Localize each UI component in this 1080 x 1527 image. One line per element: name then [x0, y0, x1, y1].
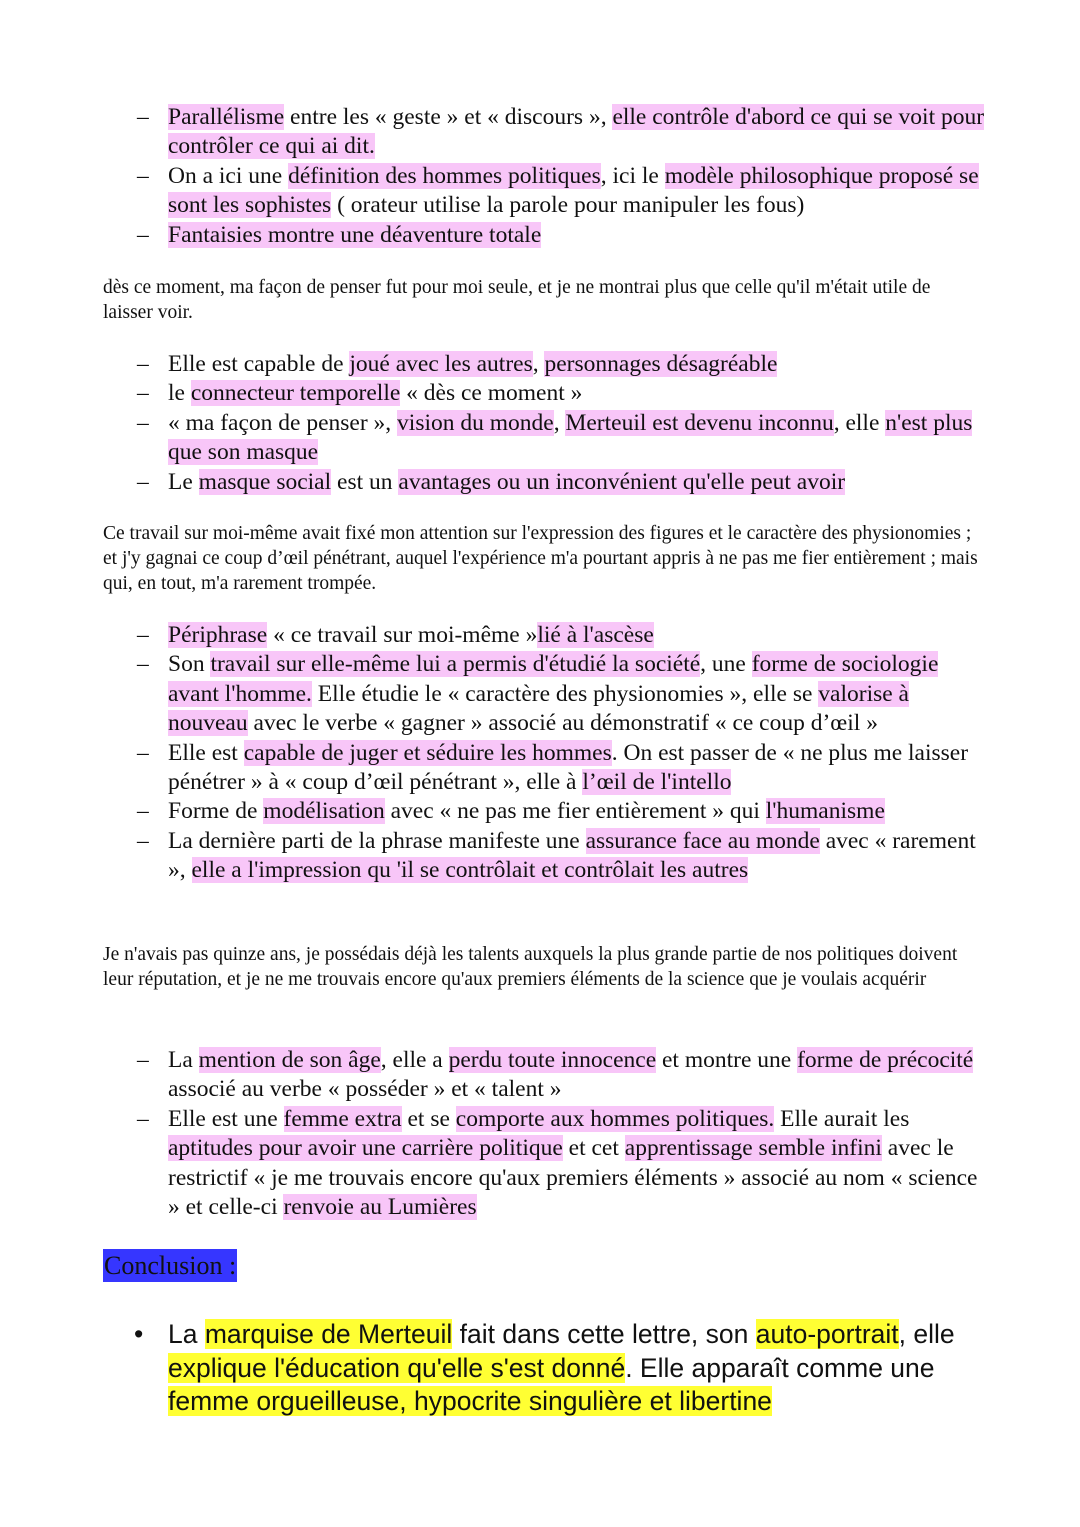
highlighted-text: masque social: [198, 468, 332, 495]
highlighted-text: elle a l'impression qu 'il se contrôlait et contrôlait les autres: [191, 857, 749, 884]
highlighted-text: l'ascèse: [583, 622, 654, 648]
text-segment: entre les « geste » et « discours »,: [284, 104, 613, 130]
text-segment: ,: [553, 409, 566, 436]
text-segment: Elle est une: [168, 1105, 284, 1132]
text-segment: Forme de: [168, 798, 264, 825]
list-item: [0, 350, 988, 379]
quote-excerpt-2: Ce travail sur moi-même avait fixé mon attention sur l'expression des figures et le caractère des physionomies ; et j'y gagnai ce coup d’œil pénétrant, auquel l'expérience m'a pourtant appris à ne pas me fier entièrement ; mais qui, en tout, m'a rarement trompée.: [103, 523, 978, 594]
text-segment: , elle: [898, 1319, 955, 1349]
list-item: [0, 468, 988, 497]
text-segment: Le: [168, 468, 199, 495]
text-segment: est un: [331, 468, 399, 495]
text-segment: . On est passer de « ne plus me laisser pénétrer » à « coup d’œil pénétrant », elle à: [168, 739, 969, 796]
text-segment: « dès ce moment »: [400, 380, 583, 407]
conclusion-list: [0, 1318, 978, 1419]
highlighted-text: forme de sociologie avant l'homme.: [168, 651, 939, 707]
highlighted-text: explique l'éducation qu'elle s'est donné: [168, 1352, 626, 1383]
text-segment: fait dans cette lettre, son: [452, 1319, 756, 1349]
highlighted-text: n'est plus que son masque: [168, 409, 973, 466]
text-segment: La: [168, 1047, 199, 1073]
list-item: [0, 221, 988, 250]
text-segment: Son: [168, 651, 211, 678]
highlighted-text: apprentissage semble infini: [624, 1135, 882, 1162]
highlighted-text: auto-portrait: [755, 1319, 899, 1349]
highlighted-text: perdu toute innocence: [448, 1047, 657, 1073]
conclusion-heading: Conclusion :: [104, 1251, 237, 1280]
text-segment: On a ici une: [168, 162, 289, 189]
text-segment: le: [168, 380, 191, 407]
text-segment: , ici le: [600, 162, 665, 189]
quote-excerpt-1: dès ce moment, ma façon de penser fut pour moi seule, et je ne montrai plus que celle qu'il m'était utile de laisser voir.: [103, 277, 931, 323]
highlighted-text: valorise à nouveau: [168, 680, 909, 737]
highlighted-text: Parallélisme: [168, 104, 285, 130]
text-segment: . Elle apparaît comme une: [625, 1352, 935, 1383]
highlighted-text: avantages ou un inconvénient qu'elle peut avoir: [398, 468, 846, 495]
list-item: [0, 1318, 978, 1419]
text-segment: avec le verbe « gagner » associé au démonstratif « ce coup d’œil »: [247, 710, 878, 737]
analysis-list-1: [0, 103, 988, 250]
list-item: [0, 1046, 988, 1105]
text-segment: « ma façon de penser »,: [168, 409, 398, 436]
highlighted-text: femme extra: [283, 1105, 402, 1132]
text-segment: avec le restrictif « je me trouvais encore qu'aux premiers éléments » associé au nom « science » et celle-ci: [168, 1135, 978, 1221]
highlighted-text: Fantaisies montre une déaventure totale: [168, 221, 542, 248]
highlighted-text: forme de précocité: [797, 1047, 974, 1073]
list-item: [0, 103, 988, 162]
list-item: [0, 379, 988, 408]
text-segment: associé au verbe « posséder » et « talent »: [168, 1076, 562, 1103]
highlighted-text: Merteuil est devenu inconnu: [565, 409, 834, 436]
text-segment: et montre une: [656, 1047, 798, 1073]
list-item: [0, 650, 988, 738]
text-segment: avec « ne pas me fier entièrement » qui: [384, 798, 766, 825]
text-segment: avec « rarement »,: [168, 827, 976, 884]
highlighted-text: vision du monde: [397, 409, 554, 436]
text-segment: , elle a: [380, 1047, 449, 1073]
highlighted-text: renvoie au Lumières: [283, 1194, 477, 1221]
quote-excerpt-3: Je n'avais pas quinze ans, je possédais déjà les talents auxquels la plus grande partie de nos politiques doivent leur réputation, et je ne me trouvais encore qu'aux premiers éléments de la science que je voulais acquérir: [103, 944, 958, 990]
list-item: [0, 1105, 988, 1223]
highlighted-text: travail sur elle-même lui a permis d'étudié la société: [210, 651, 701, 678]
highlighted-text: Périphrase: [168, 622, 268, 648]
highlighted-text: assurance face au monde: [585, 827, 820, 854]
highlighted-text: personnages désagréable: [544, 351, 778, 377]
list-item: [0, 797, 988, 826]
highlighted-text: connecteur temporelle: [190, 380, 401, 407]
highlighted-text: modélisation: [263, 798, 385, 825]
text-segment: « ce travail sur moi-même »: [267, 622, 538, 648]
text-segment: ( orateur utilise la parole pour manipuler les fous): [331, 192, 805, 219]
text-segment: Elle est: [168, 739, 244, 766]
text-segment: Elle étudie le « caractère des physionomies », elle se: [311, 680, 819, 707]
highlighted-text: joué avec les autres: [349, 351, 533, 377]
list-item: [0, 827, 988, 886]
analysis-list-4: [0, 1046, 988, 1222]
text-segment: , une: [700, 651, 752, 678]
highlighted-text: mention de son âge: [198, 1047, 381, 1073]
list-item: [0, 621, 988, 650]
text-segment: La: [168, 1319, 205, 1349]
text-segment: La dernière parti de la phrase manifeste une: [168, 827, 586, 854]
highlighted-text: modèle philosophique proposé se sont les sophistes: [168, 162, 979, 219]
highlighted-text: femme orgueilleuse, hypocrite singulière et libertine: [168, 1386, 772, 1416]
list-item: [0, 162, 988, 221]
highlighted-text: comporte aux hommes politiques.: [455, 1105, 775, 1132]
highlighted-text: aptitudes pour avoir une carrière politique: [168, 1135, 563, 1162]
highlighted-text: lié à: [537, 622, 584, 648]
text-segment: Elle est capable de: [168, 351, 350, 377]
list-item: [0, 739, 988, 798]
text-segment: Elle aurait les: [774, 1105, 910, 1132]
highlighted-text: elle contrôle d'abord ce qui se voit pour contrôler ce qui ai dit.: [168, 104, 985, 160]
highlighted-text: marquise de Merteuil: [204, 1319, 453, 1349]
analysis-list-3: [0, 621, 988, 886]
text-segment: ,: [532, 351, 545, 377]
highlighted-text: l’œil de l'intello: [582, 769, 732, 796]
text-segment: et se: [401, 1105, 456, 1132]
highlighted-text: capable de juger et séduire les hommes: [243, 739, 612, 766]
highlighted-text: l'humanisme: [765, 798, 885, 825]
list-item: [0, 409, 988, 468]
text-segment: et cet: [562, 1135, 625, 1162]
highlighted-text: définition des hommes politiques: [288, 162, 601, 189]
text-segment: , elle: [833, 409, 886, 436]
analysis-list-2: [0, 350, 988, 497]
